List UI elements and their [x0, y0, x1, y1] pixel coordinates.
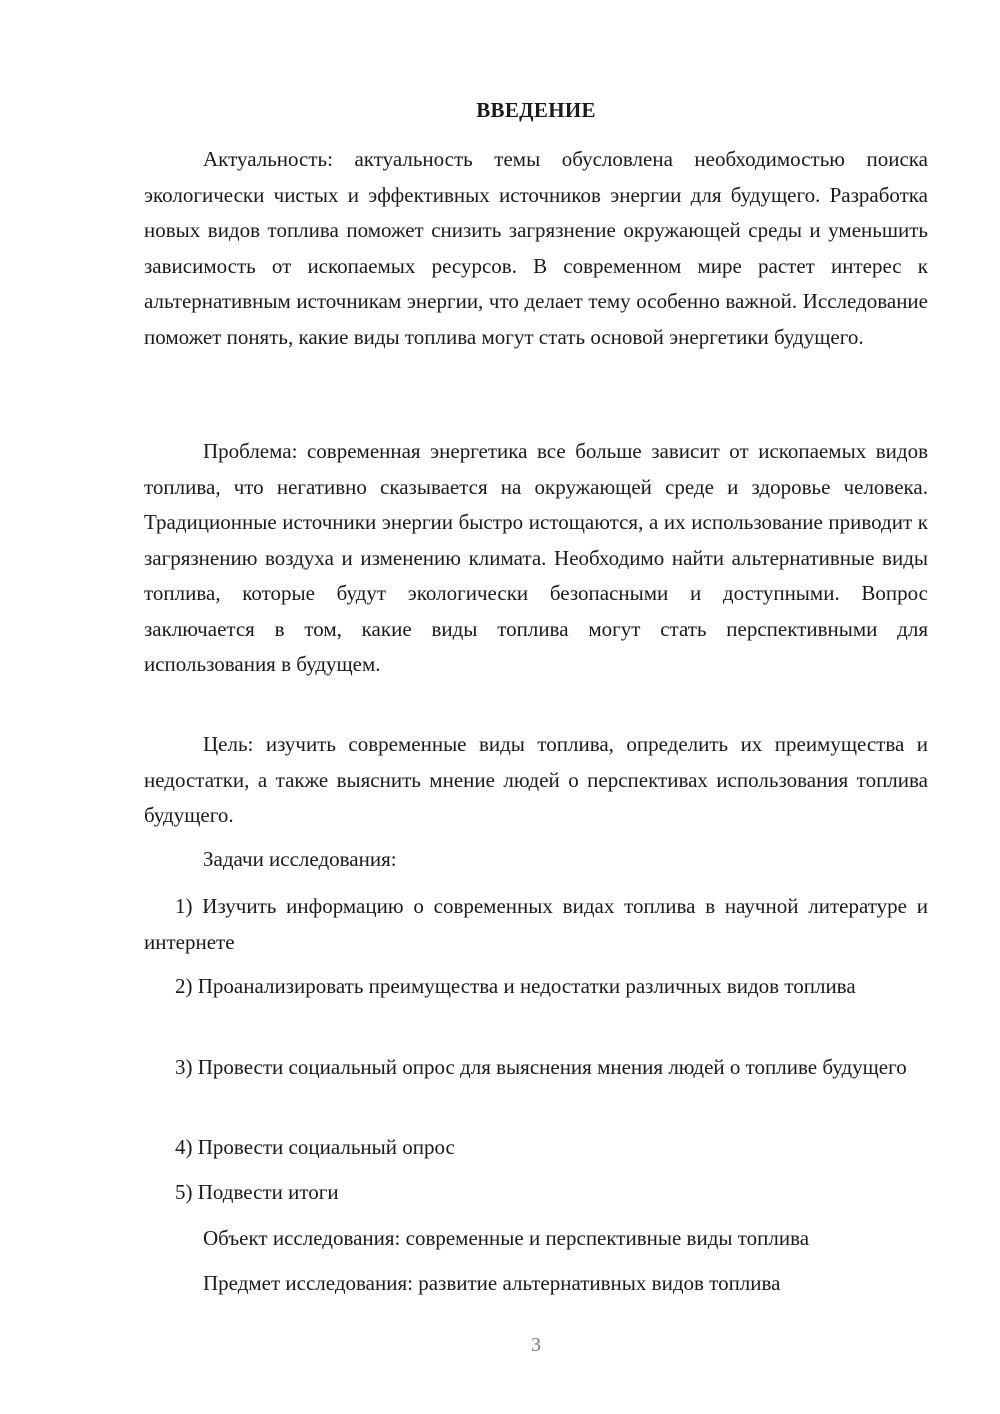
task-item: 2) Проанализировать преимущества и недостатки различных видов топлива — [175, 974, 856, 998]
tasks-heading: Задачи исследования: — [203, 847, 397, 871]
problem-paragraph: Проблема: современная энергетика все больше зависит от ископаемых видов топлива, что негативно сказывается на окружающей среде и здоровье человека. Традиционные источники энергии быстро истощаются, а их использование приводит к загрязнению воздуха и изменению климата. Необходимо найти альтернативные виды топлива, которые будут экологически безопасными и доступными. Вопрос заключается в том, какие виды топлива могут стать перспективными для использования в будущем. — [144, 439, 928, 676]
goal-paragraph: Цель: изучить современные виды топлива, определить их преимущества и недостатки, а также выяснить мнение людей о перспективах использования топлива будущего. — [144, 732, 928, 827]
document-page — [144, 0, 928, 1414]
relevance-paragraph: Актуальность: актуальность темы обусловлена необходимостью поиска экологически чистых и эффективных источников энергии для будущего. Разработка новых видов топлива поможет снизить загрязнение окружающей среды и уменьшить зависимость от ископаемых ресурсов. В современном мире растет интерес к альтернативным источникам энергии, что делает тему особенно важной. Исследование поможет понять, какие виды топлива могут стать основой энергетики будущего. — [144, 147, 928, 349]
task-item: 5) Подвести итоги — [175, 1180, 339, 1204]
task-item: 3) Провести социальный опрос для выяснения мнения людей о топливе будущего — [175, 1055, 907, 1079]
task-item: 4) Провести социальный опрос — [175, 1135, 455, 1159]
page-number: 3 — [531, 1334, 541, 1356]
research-object: Объект исследования: современные и перспективные виды топлива — [203, 1226, 810, 1250]
section-title: ВВЕДЕНИЕ — [476, 98, 596, 122]
task-item: 1) Изучить информацию о современных видах топлива в научной литературе и интернете — [144, 894, 928, 954]
research-subject: Предмет исследования: развитие альтернативных видов топлива — [203, 1271, 781, 1295]
